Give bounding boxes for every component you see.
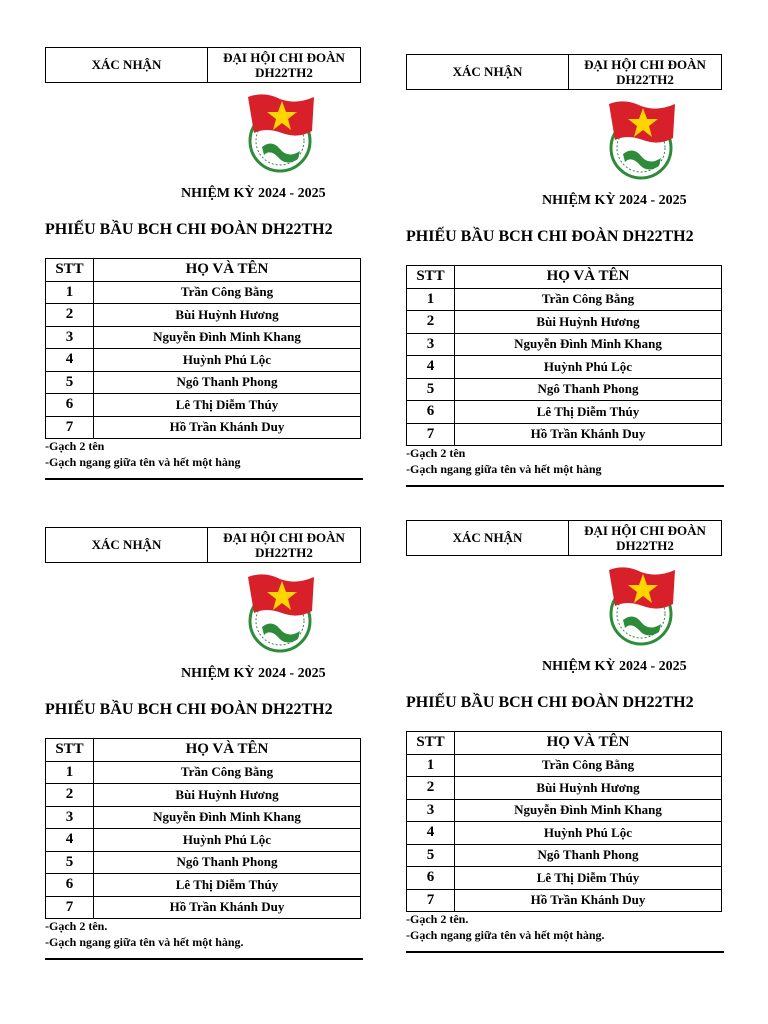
candidate-name: Nguyễn Đình Minh Khang — [455, 799, 722, 822]
candidate-row — [407, 401, 722, 424]
candidate-row — [46, 874, 361, 897]
ballot-title: PHIẾU BẦU BCH CHI ĐOÀN DH22TH2 — [406, 694, 694, 711]
candidate-number: 2 — [46, 784, 94, 807]
candidate-name: Huỳnh Phú Lộc — [94, 829, 361, 852]
term-label: NHIỆM KỲ 2024 - 2025 — [181, 186, 326, 201]
candidate-name: Ngô Thanh Phong — [455, 844, 722, 867]
candidate-row — [407, 754, 722, 777]
ballot-card — [406, 54, 722, 494]
header-box — [406, 520, 722, 556]
candidate-row — [46, 326, 361, 349]
confirm-cell: XÁC NHẬN — [407, 521, 569, 555]
bottom-rule — [406, 951, 724, 953]
bottom-rule — [45, 478, 363, 480]
candidate-row — [46, 394, 361, 417]
candidate-row — [407, 799, 722, 822]
candidate-number: 6 — [46, 874, 94, 897]
instruction-line-2: -Gạch ngang giữa tên và hết một hàng — [45, 455, 241, 469]
candidate-number: 4 — [46, 349, 94, 372]
candidate-row — [46, 371, 361, 394]
table-header-row — [46, 739, 361, 762]
bottom-rule — [406, 485, 724, 487]
candidate-number: 4 — [407, 822, 455, 845]
candidate-row — [407, 822, 722, 845]
candidate-number: 6 — [407, 867, 455, 890]
congress-line1: ĐẠI HỘI CHI ĐOÀN — [223, 50, 345, 65]
header-box — [406, 54, 722, 90]
ballot-title: PHIẾU BẦU BCH CHI ĐOÀN DH22TH2 — [406, 228, 694, 245]
candidate-name: Bùi Huỳnh Hương — [94, 304, 361, 327]
instructions — [45, 438, 241, 470]
instruction-line-2: -Gạch ngang giữa tên và hết một hàng. — [406, 928, 605, 942]
candidate-name: Huỳnh Phú Lộc — [455, 822, 722, 845]
congress-line2: DH22TH2 — [255, 65, 313, 80]
table-header-row — [46, 259, 361, 282]
instruction-line-2: -Gạch ngang giữa tên và hết một hàng — [406, 462, 602, 476]
col-stt: STT — [46, 259, 94, 282]
candidate-name: Hồ Trần Khánh Duy — [94, 416, 361, 439]
candidate-number: 3 — [407, 799, 455, 822]
candidate-number: 3 — [46, 326, 94, 349]
candidate-name: Bùi Huỳnh Hương — [94, 784, 361, 807]
ballot-card — [406, 520, 722, 960]
candidate-name: Lê Thị Diễm Thúy — [455, 867, 722, 890]
header-box — [45, 527, 361, 563]
instructions — [406, 911, 605, 943]
candidate-name: Hồ Trần Khánh Duy — [455, 889, 722, 912]
candidate-row — [407, 378, 722, 401]
bottom-rule — [45, 958, 363, 960]
congress-line2: DH22TH2 — [616, 72, 674, 87]
candidate-row — [407, 356, 722, 379]
congress-line2: DH22TH2 — [616, 538, 674, 553]
candidate-row — [46, 784, 361, 807]
candidate-table — [406, 265, 722, 446]
candidate-number: 5 — [407, 378, 455, 401]
congress-line1: ĐẠI HỘI CHI ĐOÀN — [223, 530, 345, 545]
candidate-number: 5 — [407, 844, 455, 867]
col-stt: STT — [46, 739, 94, 762]
candidate-name: Lê Thị Diễm Thúy — [94, 874, 361, 897]
candidate-name: Trần Công Bằng — [94, 281, 361, 304]
instruction-line-1: -Gạch 2 tên. — [406, 912, 469, 926]
candidate-table — [406, 731, 722, 912]
candidate-name: Bùi Huỳnh Hương — [455, 777, 722, 800]
candidate-name: Bùi Huỳnh Hương — [455, 311, 722, 334]
candidate-number: 2 — [407, 777, 455, 800]
ballot-title: PHIẾU BẦU BCH CHI ĐOÀN DH22TH2 — [45, 701, 333, 718]
candidate-number: 7 — [46, 416, 94, 439]
candidate-name: Nguyễn Đình Minh Khang — [94, 326, 361, 349]
candidate-row — [46, 806, 361, 829]
candidate-number: 1 — [407, 288, 455, 311]
col-name: HỌ VÀ TÊN — [455, 266, 722, 289]
table-header-row — [407, 266, 722, 289]
congress-cell — [208, 48, 360, 82]
candidate-number: 7 — [407, 889, 455, 912]
instruction-line-1: -Gạch 2 tên — [45, 439, 105, 453]
instructions — [406, 445, 602, 477]
instructions — [45, 918, 244, 950]
candidate-row — [407, 311, 722, 334]
youth-union-emblem-icon — [603, 98, 679, 184]
ballot-card — [45, 47, 361, 487]
candidate-row — [46, 829, 361, 852]
candidate-number: 6 — [46, 394, 94, 417]
candidate-name: Nguyễn Đình Minh Khang — [94, 806, 361, 829]
youth-union-emblem-icon — [242, 571, 318, 657]
col-name: HỌ VÀ TÊN — [94, 259, 361, 282]
term-label: NHIỆM KỲ 2024 - 2025 — [542, 659, 687, 674]
candidate-number: 5 — [46, 371, 94, 394]
instruction-line-2: -Gạch ngang giữa tên và hết một hàng. — [45, 935, 244, 949]
congress-line1: ĐẠI HỘI CHI ĐOÀN — [584, 57, 706, 72]
candidate-number: 6 — [407, 401, 455, 424]
candidate-number: 2 — [46, 304, 94, 327]
ballot-card — [45, 527, 361, 967]
candidate-row — [46, 896, 361, 919]
col-name: HỌ VÀ TÊN — [455, 732, 722, 755]
candidate-name: Nguyễn Đình Minh Khang — [455, 333, 722, 356]
candidate-number: 3 — [46, 806, 94, 829]
candidate-row — [407, 777, 722, 800]
candidate-name: Huỳnh Phú Lộc — [455, 356, 722, 379]
candidate-number: 1 — [407, 754, 455, 777]
confirm-cell: XÁC NHẬN — [46, 48, 208, 82]
candidate-name: Lê Thị Diễm Thúy — [455, 401, 722, 424]
header-box — [45, 47, 361, 83]
candidate-name: Lê Thị Diễm Thúy — [94, 394, 361, 417]
candidate-name: Trần Công Bằng — [455, 288, 722, 311]
ballot-title: PHIẾU BẦU BCH CHI ĐOÀN DH22TH2 — [45, 221, 333, 238]
confirm-cell: XÁC NHẬN — [407, 55, 569, 89]
candidate-name: Hồ Trần Khánh Duy — [94, 896, 361, 919]
candidate-name: Ngô Thanh Phong — [455, 378, 722, 401]
candidate-row — [407, 889, 722, 912]
term-label: NHIỆM KỲ 2024 - 2025 — [181, 666, 326, 681]
candidate-number: 2 — [407, 311, 455, 334]
candidate-number: 4 — [407, 356, 455, 379]
col-name: HỌ VÀ TÊN — [94, 739, 361, 762]
candidate-name: Ngô Thanh Phong — [94, 851, 361, 874]
candidate-name: Trần Công Bằng — [455, 754, 722, 777]
candidate-number: 1 — [46, 281, 94, 304]
candidate-table — [45, 258, 361, 439]
candidate-row — [407, 333, 722, 356]
instruction-line-1: -Gạch 2 tên. — [45, 919, 108, 933]
candidate-number: 5 — [46, 851, 94, 874]
candidate-number: 7 — [46, 896, 94, 919]
candidate-number: 3 — [407, 333, 455, 356]
candidate-row — [46, 851, 361, 874]
col-stt: STT — [407, 266, 455, 289]
instruction-line-1: -Gạch 2 tên — [406, 446, 466, 460]
candidate-number: 1 — [46, 761, 94, 784]
candidate-table — [45, 738, 361, 919]
candidate-number: 4 — [46, 829, 94, 852]
candidate-name: Trần Công Bằng — [94, 761, 361, 784]
col-stt: STT — [407, 732, 455, 755]
candidate-name: Hồ Trần Khánh Duy — [455, 423, 722, 446]
candidate-row — [46, 349, 361, 372]
youth-union-emblem-icon — [603, 564, 679, 650]
candidate-row — [46, 761, 361, 784]
candidate-name: Ngô Thanh Phong — [94, 371, 361, 394]
congress-cell — [208, 528, 360, 562]
table-header-row — [407, 732, 722, 755]
candidate-row — [407, 423, 722, 446]
candidate-row — [407, 867, 722, 890]
term-label: NHIỆM KỲ 2024 - 2025 — [542, 193, 687, 208]
confirm-cell: XÁC NHẬN — [46, 528, 208, 562]
candidate-row — [407, 288, 722, 311]
candidate-row — [407, 844, 722, 867]
congress-line1: ĐẠI HỘI CHI ĐOÀN — [584, 523, 706, 538]
candidate-row — [46, 281, 361, 304]
candidate-name: Huỳnh Phú Lộc — [94, 349, 361, 372]
candidate-row — [46, 416, 361, 439]
candidate-row — [46, 304, 361, 327]
youth-union-emblem-icon — [242, 91, 318, 177]
congress-cell — [569, 521, 721, 555]
congress-line2: DH22TH2 — [255, 545, 313, 560]
candidate-number: 7 — [407, 423, 455, 446]
congress-cell — [569, 55, 721, 89]
